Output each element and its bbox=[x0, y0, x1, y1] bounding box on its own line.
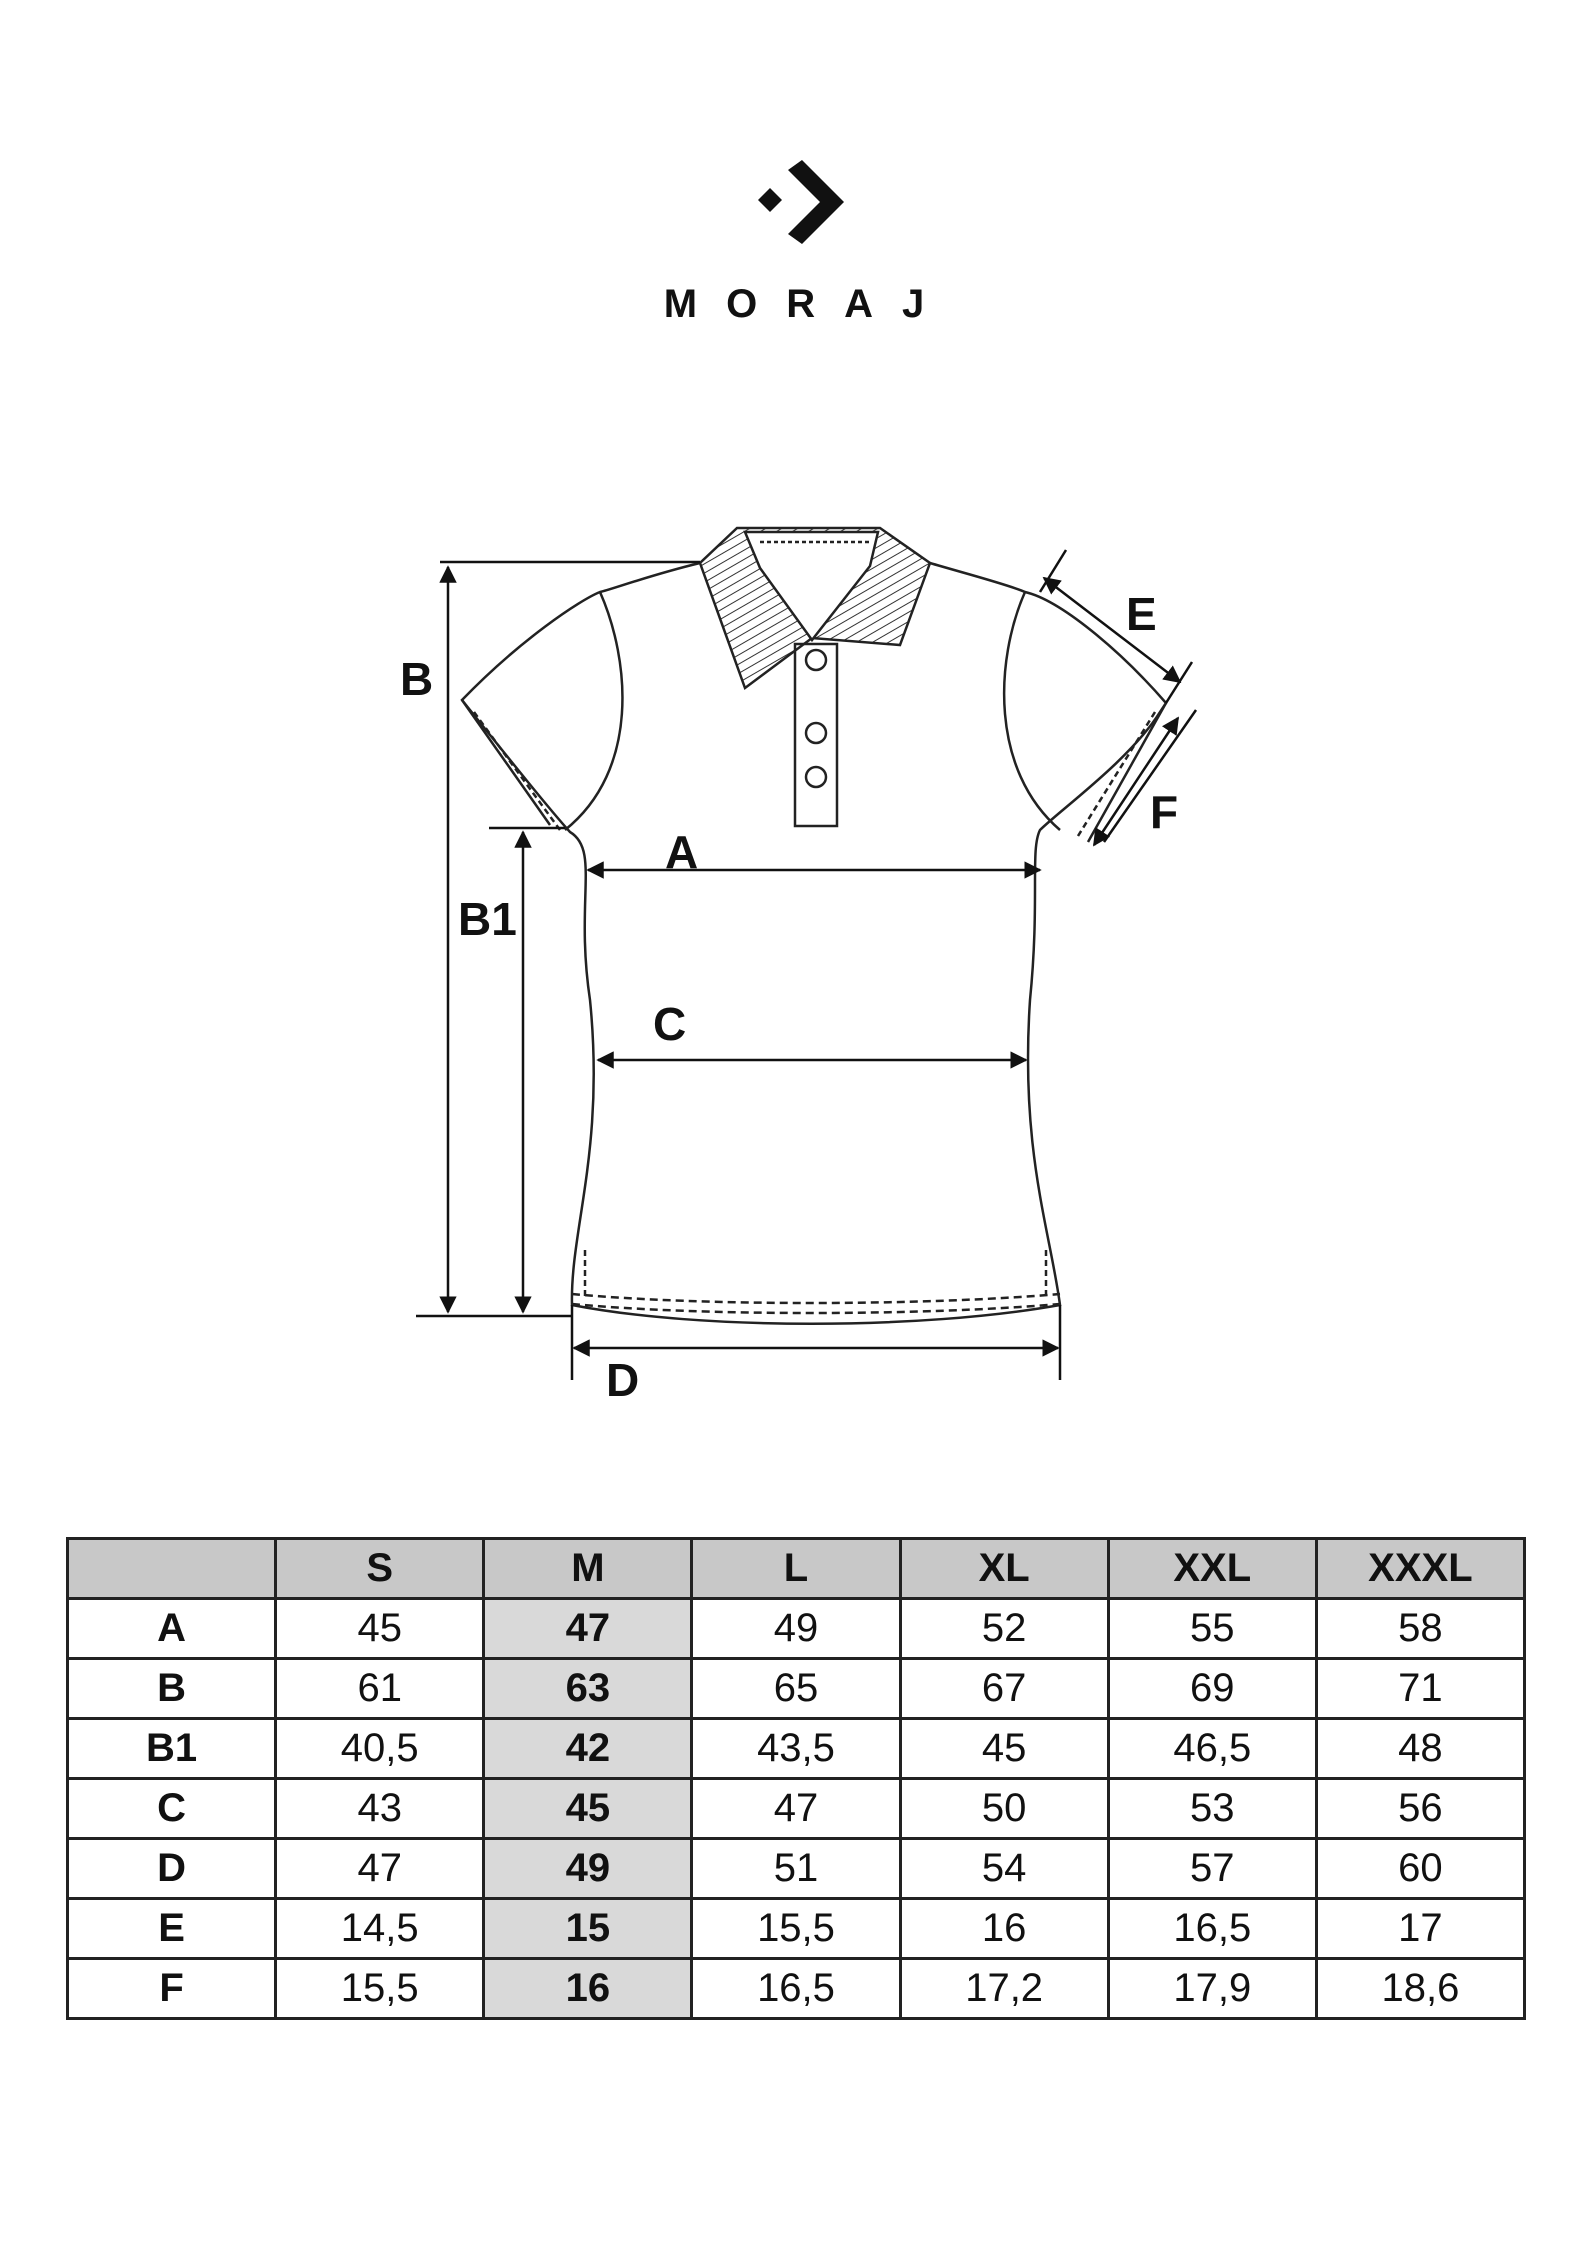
table-row bbox=[68, 1839, 1525, 1899]
table-cell: 47 bbox=[276, 1839, 484, 1899]
table-cell: 18,6 bbox=[1316, 1959, 1524, 2019]
button bbox=[806, 650, 826, 670]
table-cell-highlight: 45 bbox=[484, 1779, 692, 1839]
table-row bbox=[68, 1779, 1525, 1839]
table-cell: 60 bbox=[1316, 1839, 1524, 1899]
row-label: B1 bbox=[68, 1719, 276, 1779]
table-cell: 47 bbox=[692, 1779, 900, 1839]
table-cell: 54 bbox=[900, 1839, 1108, 1899]
table-row bbox=[68, 1959, 1525, 2019]
table-cell: 46,5 bbox=[1108, 1719, 1316, 1779]
table-row bbox=[68, 1899, 1525, 1959]
table-cell: 55 bbox=[1108, 1599, 1316, 1659]
corner-cell bbox=[68, 1539, 276, 1599]
table-cell-highlight: 49 bbox=[484, 1839, 692, 1899]
table-cell: 58 bbox=[1316, 1599, 1524, 1659]
label-c: C bbox=[653, 998, 687, 1050]
row-label: B bbox=[68, 1659, 276, 1719]
placket bbox=[795, 644, 837, 826]
row-label: E bbox=[68, 1899, 276, 1959]
row-label: D bbox=[68, 1839, 276, 1899]
dimension-lines bbox=[416, 550, 1196, 1380]
table-cell-highlight: 15 bbox=[484, 1899, 692, 1959]
label-f: F bbox=[1150, 786, 1179, 838]
size-header-l: L bbox=[692, 1539, 900, 1599]
row-label: C bbox=[68, 1779, 276, 1839]
table-cell: 61 bbox=[276, 1659, 484, 1719]
size-header-xxl: XXL bbox=[1108, 1539, 1316, 1599]
table-cell: 14,5 bbox=[276, 1899, 484, 1959]
table-cell: 56 bbox=[1316, 1779, 1524, 1839]
label-d: D bbox=[606, 1354, 640, 1406]
table-cell: 65 bbox=[692, 1659, 900, 1719]
table-cell: 17,2 bbox=[900, 1959, 1108, 2019]
table-cell: 45 bbox=[276, 1599, 484, 1659]
table-cell-highlight: 42 bbox=[484, 1719, 692, 1779]
button bbox=[806, 723, 826, 743]
table-cell: 16,5 bbox=[692, 1959, 900, 2019]
row-label: A bbox=[68, 1599, 276, 1659]
table-cell: 51 bbox=[692, 1839, 900, 1899]
table-cell: 49 bbox=[692, 1599, 900, 1659]
size-header-s: S bbox=[276, 1539, 484, 1599]
table-cell: 50 bbox=[900, 1779, 1108, 1839]
collar bbox=[700, 528, 930, 688]
row-label: F bbox=[68, 1959, 276, 2019]
size-header-xxxl: XXXL bbox=[1316, 1539, 1524, 1599]
brand-name: MORAJ bbox=[663, 282, 954, 326]
size-table bbox=[66, 1537, 1526, 2020]
table-cell: 17,9 bbox=[1108, 1959, 1316, 2019]
table-cell: 69 bbox=[1108, 1659, 1316, 1719]
size-header-xl: XL bbox=[900, 1539, 1108, 1599]
table-cell-highlight: 63 bbox=[484, 1659, 692, 1719]
table-cell: 43 bbox=[276, 1779, 484, 1839]
button bbox=[806, 767, 826, 787]
size-header-row bbox=[68, 1539, 1525, 1599]
table-cell: 45 bbox=[900, 1719, 1108, 1779]
table-cell: 53 bbox=[1108, 1779, 1316, 1839]
table-cell: 52 bbox=[900, 1599, 1108, 1659]
table-row bbox=[68, 1719, 1525, 1779]
table-cell: 15,5 bbox=[276, 1959, 484, 2019]
table-cell: 48 bbox=[1316, 1719, 1524, 1779]
table-cell: 15,5 bbox=[692, 1899, 900, 1959]
table-row bbox=[68, 1659, 1525, 1719]
table-cell: 71 bbox=[1316, 1659, 1524, 1719]
table-cell: 67 bbox=[900, 1659, 1108, 1719]
table-cell-highlight: 47 bbox=[484, 1599, 692, 1659]
shirt-outline bbox=[462, 563, 1166, 1324]
table-cell: 40,5 bbox=[276, 1719, 484, 1779]
table-cell: 57 bbox=[1108, 1839, 1316, 1899]
table-cell: 43,5 bbox=[692, 1719, 900, 1779]
table-cell: 16,5 bbox=[1108, 1899, 1316, 1959]
table-cell: 17 bbox=[1316, 1899, 1524, 1959]
label-b1: B1 bbox=[458, 893, 517, 945]
table-row bbox=[68, 1599, 1525, 1659]
label-e: E bbox=[1126, 588, 1157, 640]
size-header-m: M bbox=[484, 1539, 692, 1599]
label-a: A bbox=[665, 826, 699, 878]
dim-e bbox=[1044, 578, 1180, 682]
label-b: B bbox=[400, 653, 434, 705]
table-cell: 16 bbox=[900, 1899, 1108, 1959]
table-cell-highlight: 16 bbox=[484, 1959, 692, 2019]
